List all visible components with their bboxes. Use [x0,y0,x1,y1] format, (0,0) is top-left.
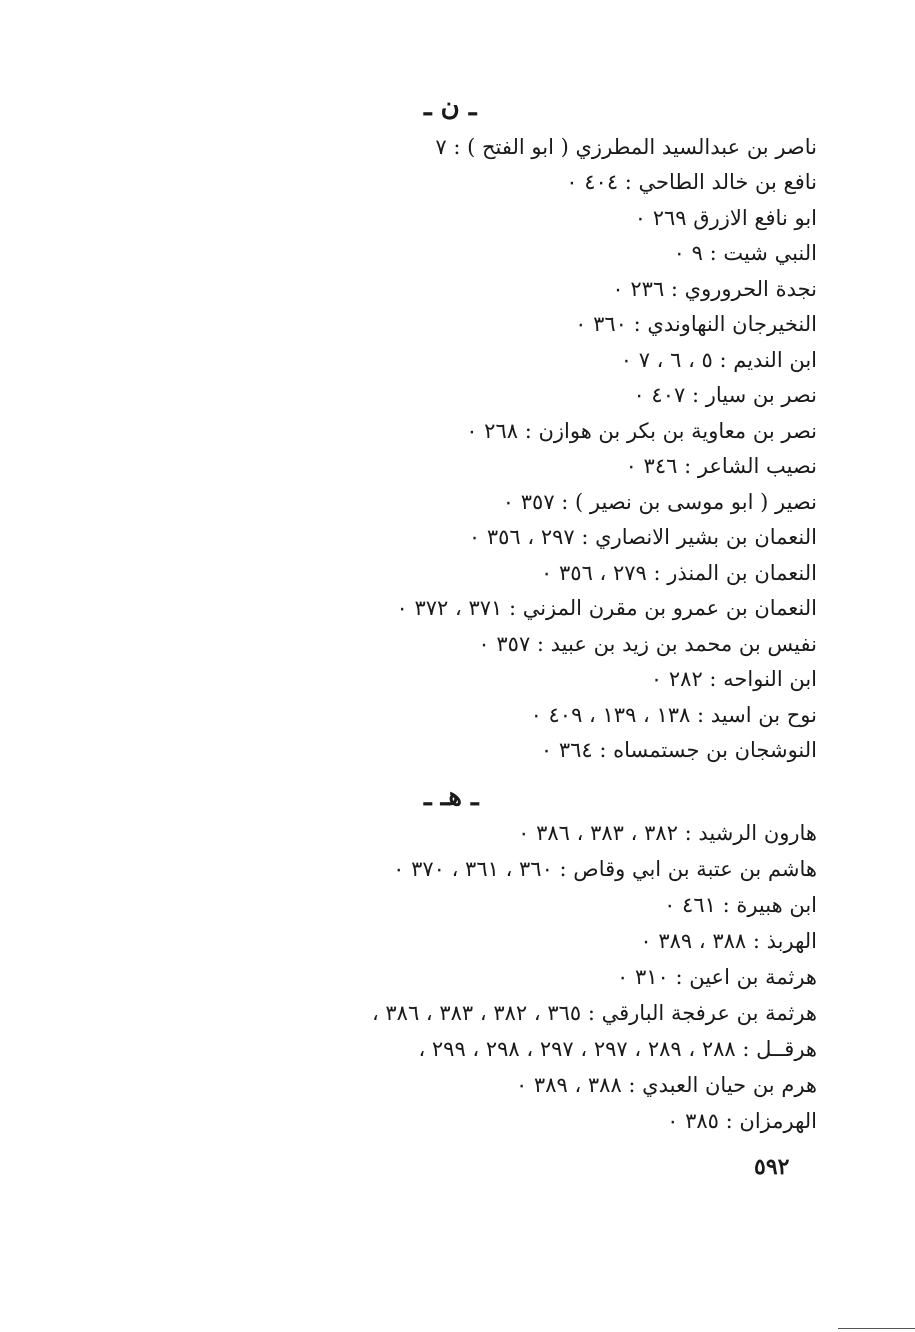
index-entry: هرثمة بن اعين : ٣١٠ ٠ [616,965,817,989]
page-number: ٥٩٢ [754,1154,790,1180]
index-entry: نصير ( ابو موسى بن نصير ) : ٣٥٧ ٠ [502,490,817,514]
section-heading-nun: ـ ن ـ [424,92,477,122]
index-entry: ابن النواحه : ٢٨٢ ٠ [650,667,817,691]
index-entry: هرثمة بن عرفجة البارقي : ٣٦٥ ، ٣٨٢ ، ٣٨٣ ، ٣٨٦ ، [371,1001,817,1025]
index-entry: نفيس بن محمد بن زيد بن عبيد : ٣٥٧ ٠ [478,632,817,656]
index-entry: نجدة الحروروي : ٢٣٦ ٠ [612,277,817,301]
index-entry: النعمان بن عمرو بن مقرن المزني : ٣٧١ ، ٣٧٢ ٠ [396,596,817,620]
index-entry: النعمان بن بشير الانصاري : ٢٩٧ ، ٣٥٦ ٠ [468,525,817,549]
index-entry: النوشجان بن جستمساه : ٣٦٤ ٠ [540,738,817,762]
index-entry: الهرمزان : ٣٨٥ ٠ [667,1109,817,1133]
index-entry: النخيرجان النهاوندي : ٣٦٠ ٠ [575,312,817,336]
index-entry: هرقــل : ٢٨٨ ، ٢٨٩ ، ٢٩٧ ، ٢٩٧ ، ٢٩٨ ، ٢٩٩ ، [418,1037,817,1061]
index-entry: ابو نافع الازرق ٢٦٩ ٠ [634,206,817,230]
index-entry: النبي شيت : ٩ ٠ [673,241,817,265]
index-entry: ابن هبيرة : ٤٦١ ٠ [664,893,817,917]
footer-rule [838,1328,915,1329]
index-entry: هاشم بن عتبة بن ابي وقاص : ٣٦٠ ، ٣٦١ ، ٣٧٠ ٠ [393,857,817,881]
index-entry: نصر بن سيار : ٤٠٧ ٠ [633,383,817,407]
index-entry: ابن النديم : ٥ ، ٦ ، ٧ ٠ [620,348,817,372]
index-entry: نصيب الشاعر : ٣٤٦ ٠ [625,454,817,478]
section-heading-ha: ـ هـ ـ [424,782,479,812]
index-entry: ناصر بن عبدالسيد المطرزي ( ابو الفتح ) : ٧ [435,135,817,159]
index-entry: نوح بن اسيد : ١٣٨ ، ١٣٩ ، ٤٠٩ ٠ [530,703,817,727]
index-entry: نصر بن معاوية بن بكر بن هوازن : ٢٦٨ ٠ [466,419,817,443]
index-entry: هرم بن حيان العبدي : ٣٨٨ ، ٣٨٩ ٠ [515,1073,817,1097]
index-entry: نافع بن خالد الطاحي : ٤٠٤ ٠ [566,170,817,194]
index-entry: الهربذ : ٣٨٨ ، ٣٨٩ ٠ [640,929,817,953]
index-entry: هارون الرشيد : ٣٨٢ ، ٣٨٣ ، ٣٨٦ ٠ [518,821,817,845]
index-entry: النعمان بن المنذر : ٢٧٩ ، ٣٥٦ ٠ [541,561,817,585]
